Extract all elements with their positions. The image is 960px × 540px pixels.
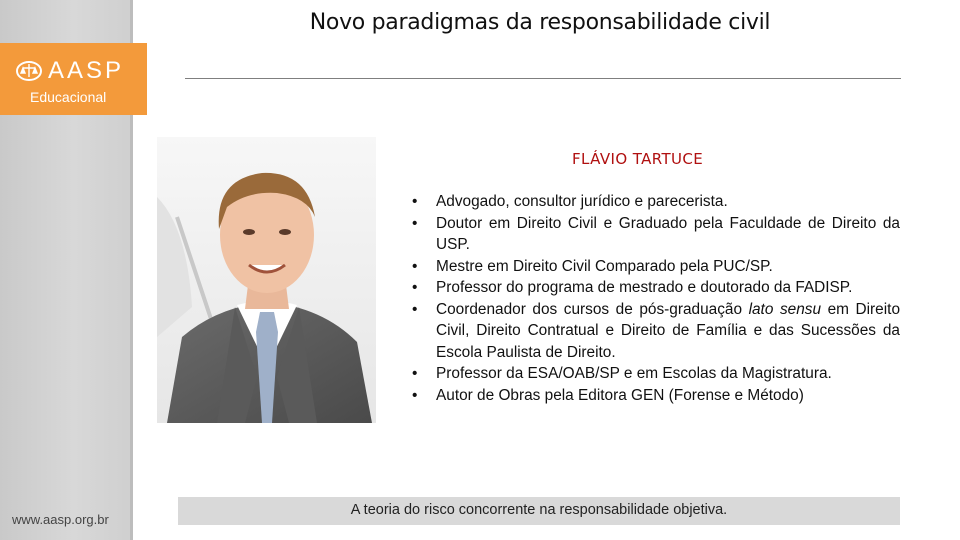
slide-title: Novo paradigmas da responsabilidade civil (309, 10, 771, 35)
bio-list (410, 191, 900, 406)
bio-item: • Professor da ESA/OAB/SP e em Escolas da Magistratura. (410, 363, 900, 385)
speaker-name: FLÁVIO TARTUCE (572, 150, 704, 168)
portrait-photo-icon (157, 137, 376, 423)
bio-item: • Mestre em Direito Civil Comparado pela PUC/SP. (410, 256, 900, 278)
scales-emblem-icon (16, 61, 42, 81)
bio-item: • Coordenador dos cursos de pós-graduação lato sensu em Direito Civil, Direito Contratual e Direito de Família e das Sucessões da Escola Paulista de Direito. (410, 299, 900, 364)
aasp-logo (0, 43, 147, 115)
title-divider (185, 78, 901, 79)
logo-subtitle: Educacional (30, 89, 107, 105)
logo-text: AASP (48, 57, 125, 84)
bio-item: • Doutor em Direito Civil e Graduado pela Faculdade de Direito da USP. (410, 213, 900, 256)
speaker-photo (157, 137, 376, 423)
bio-item: • Professor do programa de mestrado e doutorado da FADISP. (410, 277, 900, 299)
bio-item: • Advogado, consultor jurídico e parecerista. (410, 191, 900, 213)
footer-bar (178, 497, 900, 525)
bio-item: • Autor de Obras pela Editora GEN (Forense e Método) (410, 385, 900, 407)
site-url[interactable]: www.aasp.org.br (12, 512, 109, 527)
footer-text: A teoria do risco concorrente na responsabilidade objetiva. (350, 502, 728, 518)
italic-term: lato sensu (748, 300, 822, 318)
